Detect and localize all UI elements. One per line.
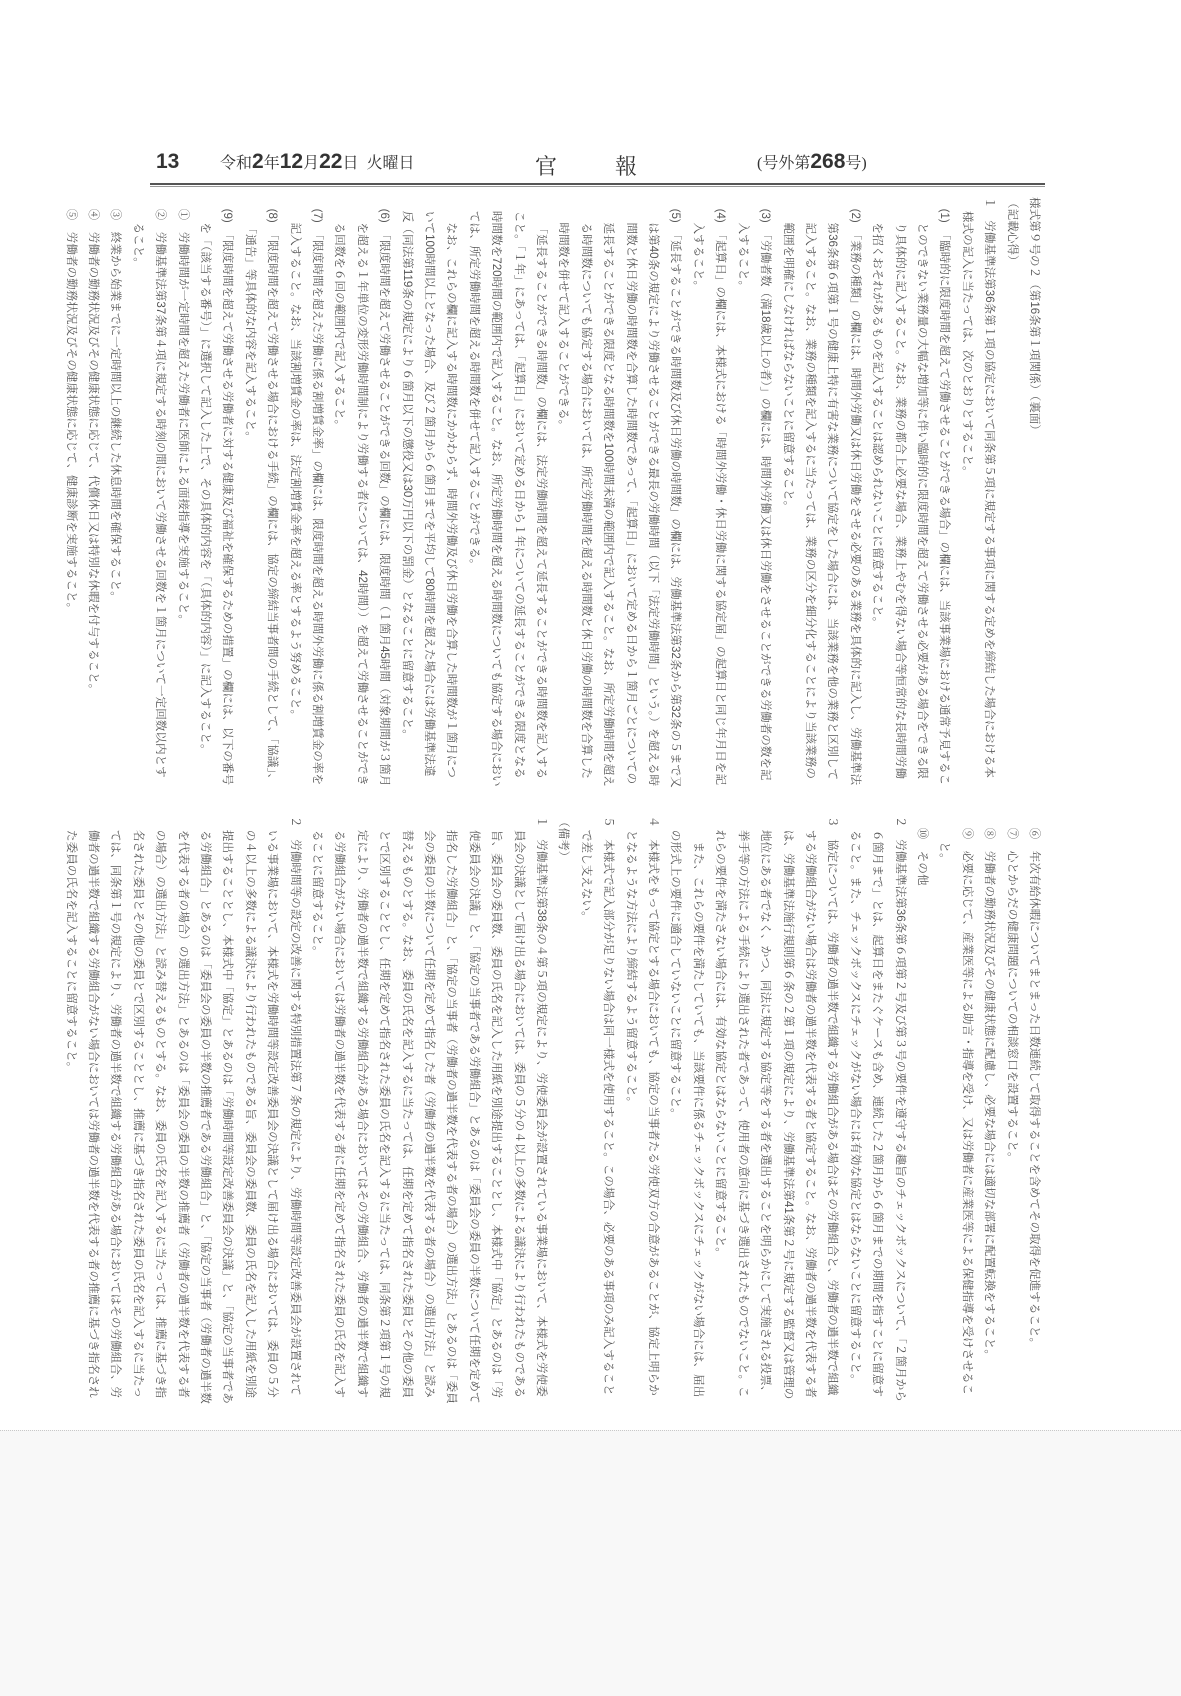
weekday: 火曜日 bbox=[366, 155, 415, 172]
paragraph: ⑨ 必要に応じて、産業医等による助言・指導を受け、又は労働者に産業医等による保健指導を受けさせること。 bbox=[938, 827, 974, 1396]
year-unit: 年 bbox=[263, 155, 280, 172]
paragraph: ④ 労働者の勤務状況及びその健康状態に応じて、代償休日又は特別な休暇を付与すること。 bbox=[86, 208, 100, 696]
month-unit: 月 bbox=[303, 155, 320, 172]
paragraph: 「延長することができる時間数」の欄には、法定労働時間を超えて延長することができる時間数を記入すること。「１年」にあっては、「起算日」において定める日から１年についての延長することができる限度となる時間数を720時間の範囲内で記入すること。なお、所定労働時間を超える時間数についても協定する場合においては、所定労働時間を超える時間数を併せて記入することができる。 bbox=[467, 210, 549, 787]
day-unit: 日 bbox=[342, 155, 359, 172]
paragraph: (4) 「起算日」の欄には、本様式における「時間外労働・休日労働に関する協定届」の起算日と同じ年月日を記入すること。 bbox=[691, 208, 728, 786]
era: 令和 bbox=[220, 155, 253, 172]
paragraph: (3) 「労働者数（満18歳以上の者）」の欄には、時間外労働又は休日労働をさせることができる労働者の数を記入すること。 bbox=[736, 208, 773, 781]
page-number: 13 bbox=[156, 150, 180, 173]
paragraph: ３ 協定については、労働者の過半数で組織する労働組合がある場合はその労働組合と、労働者の過半数で組織する労働組合がない場合は労働者の過半数を代表する者と協定すること。なお、労働者の過半数を代表する者は、労働基準法施行規則第６条の２第１項の規定により、労働基準法第41条第２号に規定する監督又は管理の地位にある者でなく、かつ、同法に規定する協定等をする者を選出することを明らかにして実施される投票、挙手等の方法による手続により選出された者であって、使用者の意向に基づき選出されたものでないこと。これらの要件を満たさない場合には、有効な協定とはならないことに留意すること。 bbox=[714, 816, 840, 1400]
paragraph: ② 労働基準法第37条第４項に規定する時刻の間において労働させる回数を１箇月について一定回数以内とすること。 bbox=[131, 208, 168, 778]
paragraph: (9) 「限度時間を超えて労働させる労働者に対する健康及び福祉を確保するための措置」の欄には、以下の番号を「（該当する番号）」に選択して記入した上で、その具体的内容を「（具体的内容）」に記入すること。 bbox=[198, 208, 235, 786]
paragraph: ⑥ 年次有給休暇についてまとまった日数連続して取得することを含めてその取得を促進すること。 bbox=[1028, 827, 1041, 1350]
paragraph: ４ 本様式をもって協定とする場合においても、協定の当事者たる労使双方の合意があることが、協定上明らかとなるような方法により締結するよう留意すること。 bbox=[624, 816, 661, 1396]
paragraph: (8) 「限度時間を超えて労働させる場合における手続」の欄には、協定の締結当事者間の手続として、「協議」、「通告」等具体的な内容を記入すること。 bbox=[243, 208, 280, 785]
rotated-body bbox=[64, 197, 1045, 1407]
paragraph: (6) 「限度時間を超えて労働させることができる回数」の欄には、限度時間（１箇月45時間（対象期間が３箇月を超える１年単位の変形労働時間制により労働する者については、42時間））を超えて労働させることができる回数を６回の範囲内で記入すること。 bbox=[333, 208, 392, 787]
issue-date bbox=[220, 150, 414, 174]
paragraph: １ 労働基準法第36条第１項の協定において同条第５項に規定する事項に関する定めを締結した場合における本様式の記入に当たっては、次のとおりとすること。 bbox=[960, 197, 997, 778]
paragraph: なお、これらの欄に記入する時間数にかかわらず、時間外労働及び休日労働を合算した時間数が１箇月について100時間以上となった場合、及び２箇月から６箇月までを平均して80時間を超えた場合には労働基準法違反（同法第119条の規定により６箇月以下の懲役又は30万円以下の罰金）となることに留意すること。 bbox=[400, 210, 459, 778]
paragraph: ２ 労働基準法第36条第６項第２号及び第３号の要件を遵守する趣旨のチェックボックスについて、「２箇月から６箇月まで」とは、起算日をまたぐケースも含め、連続した２箇月から６箇月までの期間を指すことに留意すること。また、チェックボックスにチェックがない場合には有効な協定とはならないことに留意すること。 bbox=[848, 816, 907, 1402]
paragraph: (5) 「延長することができる時間数及び休日労働の時間数」の欄には、労働基準法第32条から第32条の５まで又は第40条の規定により労働させることができる最長の労働時間（以下「法定労働時間」という。）を超える時間数と休日労働の時間数を合算した時間数であって、「起算日」において定める日から１箇月ごとについての延長することができる限度となる時間数を100時間未満の範囲内で記入すること。なお、所定労働時間を超える時間数についても協定する場合においては、所定労働時間を超える時間数と休日労働の時間数を合算した時間数を併せて記入することができる。 bbox=[557, 208, 683, 788]
paragraph: ③ 終業から始業までに一定時間以上の継続した休息時間を確保すること。 bbox=[109, 208, 123, 603]
issue-number-value: 268 bbox=[810, 150, 846, 173]
gazette-header bbox=[150, 150, 1045, 180]
paragraph: （記載心得） bbox=[1005, 197, 1019, 267]
paragraph: ⑤ 労働者の勤務状況及びその健康状態に応じて、健康診断を実施すること。 bbox=[64, 208, 78, 615]
paragraph: ５ 本様式で記入部分が足りない場合は同一様式を使用すること。この場合、必要のある事項のみ記入することで差し支えない。 bbox=[579, 816, 616, 1396]
paragraph: (7) 「限度時間を超えた労働に係る割増賃金率」の欄には、限度時間を超える時間外労働に係る割増賃金の率を記入すること。なお、当該割増賃金の率は、法定割増賃金率を超える率とするよう努めること。 bbox=[288, 208, 324, 786]
issue-suffix: 号) bbox=[845, 155, 867, 172]
paragraph: ① 労働時間が一定時間を超えた労働者に医師による面接指導を実施すること。 bbox=[176, 208, 190, 626]
column-2 bbox=[64, 816, 1045, 1407]
paragraph: (1) 「臨時的に限度時間を超えて労働させることができる場合」の欄には、当該事業場における通常予見することのできない業務量の大幅な増加等に伴い臨時的に限度時間を超えて労働させる必要がある場合をできる限り具体的に記入すること。なお、業務の都合上必要な場合、業務上やむを得ない場合等恒常的な長時間労働を招くおそれがあるものを記入することは認められないことに留意すること。 bbox=[871, 208, 952, 786]
column-1 bbox=[64, 197, 1045, 788]
year: 2 bbox=[252, 150, 264, 173]
header-rule bbox=[150, 183, 1045, 187]
gazette-title-2: 報 bbox=[615, 154, 638, 179]
paragraph: ⑦ 心とからだの健康問題についての相談窓口を設置すること。 bbox=[1005, 827, 1019, 1164]
paragraph: (2) 「業務の種類」の欄には、時間外労働又は休日労働をさせる必要のある業務を具体的に記入し、労働基準法第36条第６項第１号の健康上特に有害な業務について協定をした場合には、当該業務を他の業務と区別して記入すること。なお、業務の種類を記入するに当たっては、業務の区分を細分化することにより当該業務の範囲を明確にしなければならないことに留意すること。 bbox=[781, 208, 862, 786]
day: 22 bbox=[319, 150, 343, 173]
gazette-title-1: 官 bbox=[535, 154, 558, 179]
paragraph: （備考） bbox=[557, 816, 571, 863]
paragraph: １ 労働基準法第38条の４第５項の規定により、労使委員会が設置されている事業場において、本様式を労使委員会の決議として届け出る場合においては、委員の５分の４以上の多数による議決により行われたものである旨、委員会の委員数、委員の氏名を記入した用紙を別途提出することとし、本様式中「協定」とあるのは「労使委員会の決議」と、「協定の当事者である労働組合」とあるのは「委員会の委員の半数について任期を定めて指名した労働組合」と、「協定の当事者（労働者の過半数を代表する者の場合）の選出方法」とあるのは「委員会の委員の半数について任期を定めて指名した者（労働者の過半数を代表する者の場合）の選出方法」と読み替えるものとする。なお、委員の氏名を記入するに当たっては、任期を定めて指名された委員とその他の委員とで区別することとし、任期を定めて指名された委員の氏名を記入するに当たっては、同条第２項第１号の規定により、労働者の過半数で組織する労働組合がある場合においてはその労働組合、労働者の過半数で組織する労働組合がない場合においては労働者の過半数を代表する者に任期を定めて指名された委員の氏名を記入することに留意すること。 bbox=[311, 816, 549, 1404]
paragraph: ⑧ 労働者の勤務状況及びその健康状態に配慮し、必要な場合には適切な部署に配置転換をすること。 bbox=[983, 827, 997, 1361]
paragraph: ⑩ その他 bbox=[915, 827, 929, 886]
paragraph: 様式第９号の２（第16条第１項関係）（裏面） bbox=[1028, 197, 1041, 436]
issue-prefix: (号外第 bbox=[757, 155, 811, 172]
paragraph: ２ 労働時間等の設定の改善に関する特別措置法第７条の規定により、労働時間等設定改善委員会が設置されている事業場において、本様式を労働時間等設定改善委員会の決議として届け出る場合においては、委員の５分の４以上の多数による議決により行われたものである旨、委員会の委員数、委員の氏名を記入した用紙を別途提出することとし、本様式中「協定」とあるのは「労働時間等設定改善委員会の決議」と、「協定の当事者である労働組合」とあるのは「委員会の委員の半数の推薦者である労働組合」と、「協定の当事者（労働者の過半数を代表する者の場合）の選出方法」とあるのは「委員会の委員の半数の推薦者（労働者の過半数を代表する者の場合）の選出方法」と読み替えるものとする。なお、委員の氏名を記入するに当たっては、推薦に基づき指名された委員とその他の委員とで区別することとし、推薦に基づき指名された委員の氏名を記入するに当たっては、同条第１号の規定により、労働者の過半数で組織する労働組合がある場合においてはその労働組合、労働者の過半数で組織する労働組合がない場合においては労働者の過半数を代表する者の推薦に基づき指名された委員の氏名を記入することに留意すること。 bbox=[64, 816, 302, 1404]
page-margin bbox=[0, 1430, 1181, 1696]
month: 12 bbox=[279, 150, 304, 173]
paragraph: また、これらの要件を満たしていても、当該要件に係るチェックボックスにチェックがない場合には、届出の形式上の要件に適合していないことに留意すること。 bbox=[669, 829, 705, 1398]
issue-number bbox=[757, 150, 867, 174]
